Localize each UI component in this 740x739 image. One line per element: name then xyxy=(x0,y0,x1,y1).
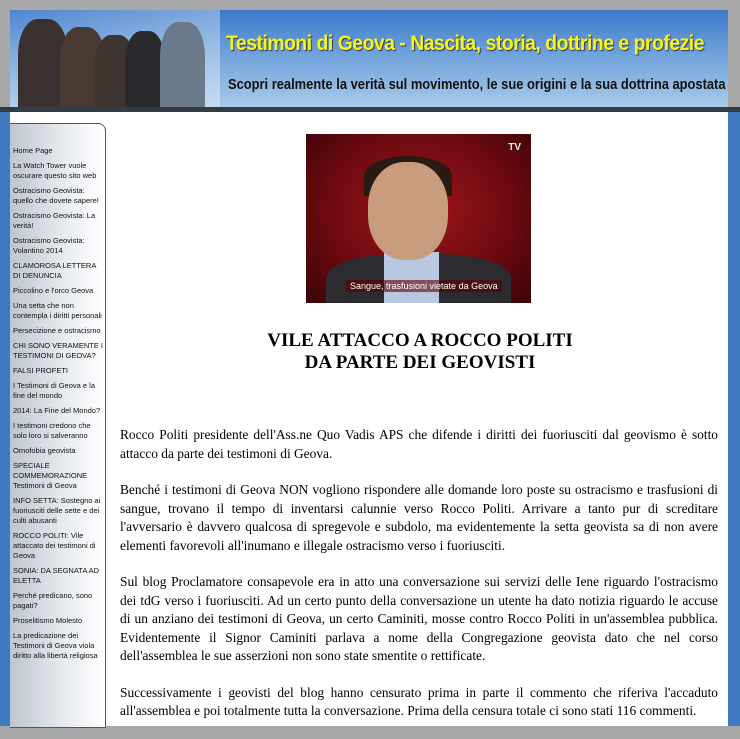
sidebar-link[interactable]: Ostracismo Geovista: La verità! xyxy=(13,211,96,230)
tv-logo: TV xyxy=(508,142,521,153)
site-title: Testimoni di Geova - Nascita, storia, dottrine e profezie xyxy=(226,32,704,55)
article-paragraph: Benché i testimoni di Geova NON vogliono rispondere alle domande loro poste su ostracismo e trasfusioni di sangue, trovano il tempo di inventarsi calunnie verso Rocco Politi. Arrivare a tanto pur di screditare l'avversario è davvero qualcosa di spregevole e subdolo, ma evidentemente la setta geovista sa di non avere elementi favorevoli all'inumano e illegale ostracismo verso i fuoriusciti. xyxy=(120,482,718,553)
article-paragraph: Successivamente i geovisti del blog hanno censurato prima in parte il commento che riferiva l'accaduto all'assemblea e poi totalmente tutta la conversazione. Prima della censura totale ci sono stati 116 commenti. xyxy=(120,684,718,718)
site-subtitle: Scopri realmente la verità sul movimento, le sue origini e la sua dottrina apostata xyxy=(228,76,726,93)
sidebar-link[interactable]: Proselitismo Molesto xyxy=(13,616,83,625)
article-paragraph: Rocco Politi presidente dell'Ass.ne Quo Vadis APS che difende i diritti dei fuoriusciti dal geovismo è sotto attacco da parte dei testimoni di Geova. xyxy=(120,427,718,461)
sidebar-link[interactable]: I testimoni credono che solo loro si salveranno xyxy=(13,421,91,440)
photo-caption: Sangue, trasfusioni vietate da Geova xyxy=(346,280,502,292)
sidebar-link[interactable]: Omofobia geovista xyxy=(13,446,76,455)
article-title: VILE ATTACCO A ROCCO POLITI DA PARTE DEI GEOVISTI xyxy=(267,330,573,373)
sidebar-link[interactable]: 2014: La Fine del Mondo? xyxy=(13,406,101,415)
sidebar-link[interactable]: SONIA: DA SEGNATA AD ELETTA xyxy=(13,566,99,585)
sidebar-link[interactable]: La predicazione dei Testimoni di Geova viola diritto alla libertà religiosa xyxy=(13,631,98,660)
sidebar-link[interactable]: CLAMOROSA LETTERA DI DENUNCIA xyxy=(13,261,96,280)
sidebar-link[interactable]: Home Page xyxy=(13,146,53,155)
sidebar-link[interactable]: FALSI PROFETI xyxy=(13,366,69,375)
sidebar-link[interactable]: Persecizione e ostracismo xyxy=(13,326,101,335)
sidebar-link[interactable]: INFO SETTA: Sostegno ai fuoriusciti delle sette e dei culti abusanti xyxy=(13,496,101,525)
sidebar-link[interactable]: CHI SONO VERAMENTE I TESTIMONI DI GEOVA? xyxy=(13,341,104,360)
sidebar-link[interactable]: I Testimoni di Geova e la fine del mondo xyxy=(13,381,95,400)
sidebar-link[interactable]: SPECIALE COMMEMORAZIONE Testimoni di Geova xyxy=(13,461,88,490)
sidebar-link[interactable]: Una setta che non contempla i diritti personali xyxy=(13,301,102,320)
sidebar-link[interactable]: Ostracismo Geovista: quello che dovete sapere! xyxy=(13,186,99,205)
header-people-image xyxy=(10,10,220,107)
content-area xyxy=(10,112,728,726)
sidebar-link[interactable]: Ostracismo Geovista: Volantino 2014 xyxy=(13,236,85,255)
sidebar-link[interactable]: Perché predicano, sono pagati? xyxy=(13,591,93,610)
sidebar-nav xyxy=(10,123,106,728)
article-body xyxy=(120,426,718,739)
sidebar-link[interactable]: Piccolino e l'orco Geova xyxy=(13,286,94,295)
sidebar-link[interactable]: La Watch Tower vuole oscurare questo sito web xyxy=(13,161,97,180)
article-paragraph: Sul blog Proclamatore consapevole era in atto una conversazione sui servizi delle Iene riguardo l'ostracismo dei tdG verso i fuoriusciti. Ad un certo punto della conversazione un utente ha dato notizia riguardo le accuse di un anziano dei testimoni di Geova, un certo Caminiti, mosse contro Rocco Politi in un'assemblea pubblica. Evidentemente il Signor Caminiti parlava a nome della Congregazione geovista dato che nel corso dell'assemblea le sue asserzioni non sono state smentite o rettificate. xyxy=(120,574,718,663)
sidebar-link[interactable]: ROCCO POLITI: Vile attaccato dei testimoni di Geova xyxy=(13,531,96,560)
article-photo xyxy=(306,134,531,303)
site-header xyxy=(10,10,728,107)
